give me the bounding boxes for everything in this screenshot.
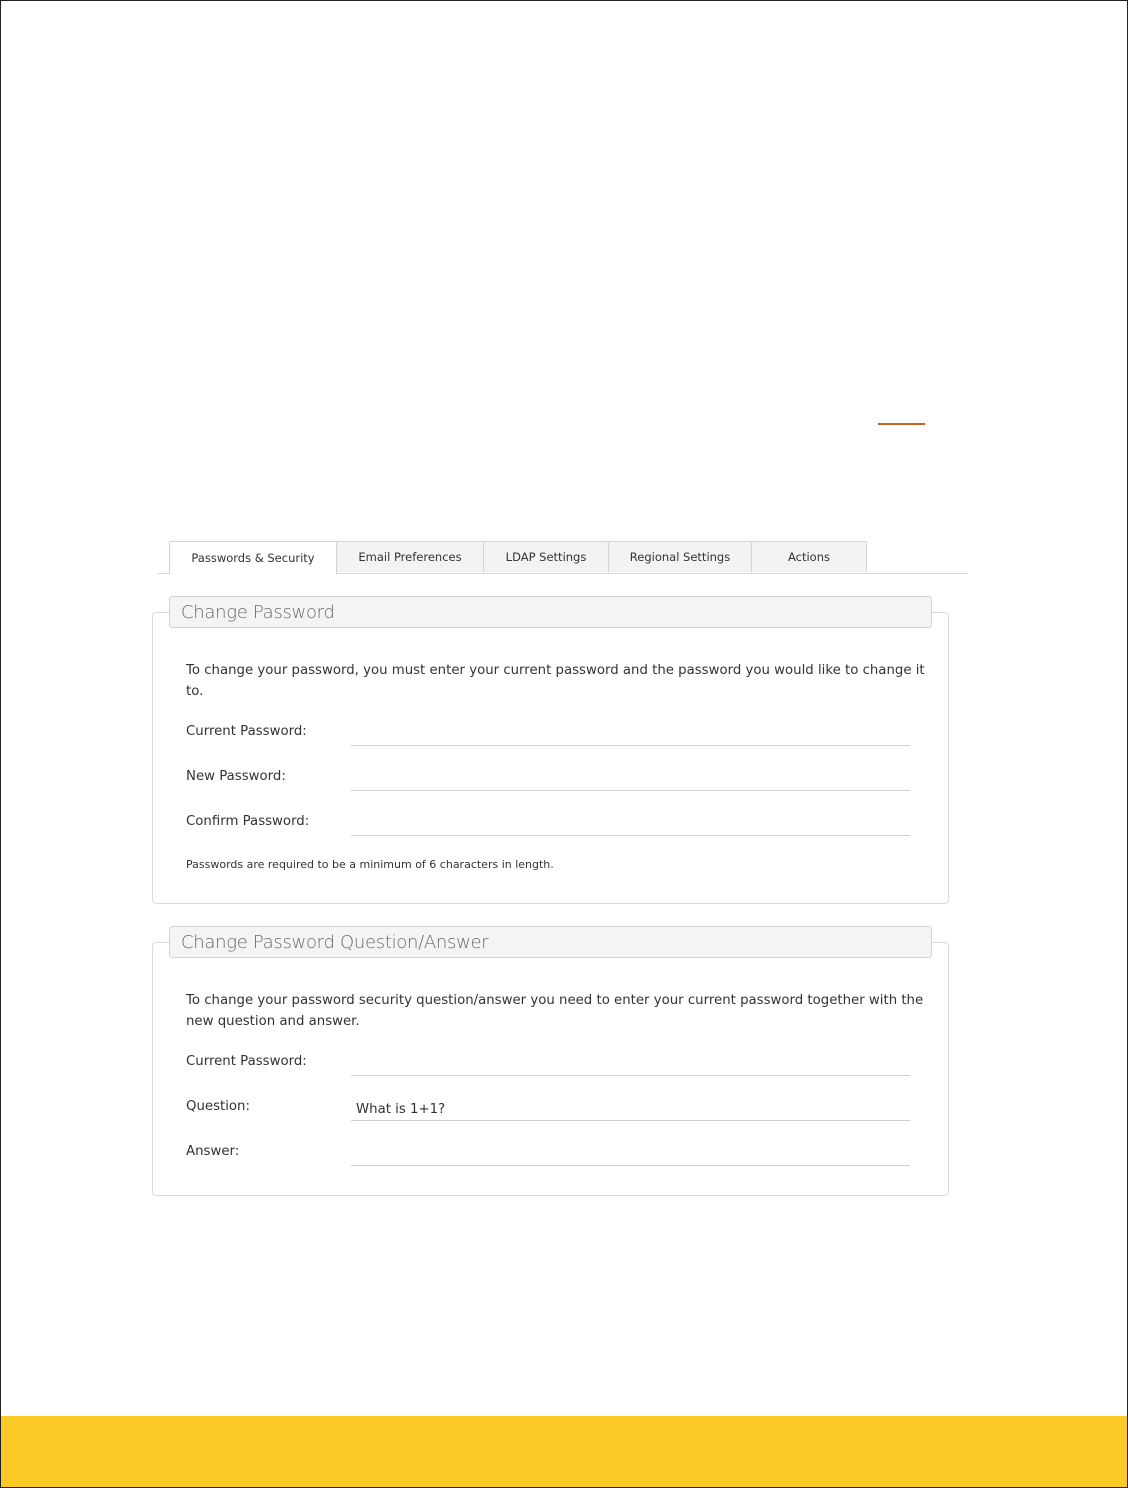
confirm-password-input[interactable] [351, 807, 910, 836]
change-question-panel [152, 931, 949, 1196]
settings-tabs [158, 541, 968, 574]
change-question-intro: To change your password security question/answer you need to enter your current password together with the new question and answer. [186, 993, 924, 1029]
footer-bar [1, 1416, 1127, 1487]
tab-email-preferences[interactable]: Email Preferences [336, 541, 484, 572]
change-password-title: Change Password [169, 596, 932, 628]
current-password-input[interactable] [351, 717, 910, 746]
question-input[interactable] [351, 1092, 910, 1121]
confirm-password-row [186, 807, 910, 837]
answer-label: Answer: [186, 1144, 240, 1159]
new-password-row [186, 762, 910, 792]
question-current-password-row [186, 1047, 910, 1077]
answer-row [186, 1137, 910, 1167]
change-question-title: Change Password Question/Answer [169, 926, 932, 958]
current-password-label: Current Password: [186, 724, 307, 739]
tab-ldap-settings[interactable]: LDAP Settings [483, 541, 609, 572]
new-password-input[interactable] [351, 762, 910, 791]
accent-underline [878, 423, 925, 425]
question-current-password-label: Current Password: [186, 1054, 307, 1069]
question-label: Question: [186, 1099, 250, 1114]
confirm-password-label: Confirm Password: [186, 814, 310, 829]
change-password-panel [152, 601, 949, 904]
current-password-row [186, 717, 910, 747]
tab-passwords-security[interactable]: Passwords & Security [169, 541, 337, 574]
new-password-label: New Password: [186, 769, 286, 784]
tab-regional-settings[interactable]: Regional Settings [608, 541, 752, 572]
question-current-password-input[interactable] [351, 1047, 910, 1076]
question-row [186, 1092, 910, 1122]
change-password-intro: To change your password, you must enter your current password and the password you would like to change it to. [186, 663, 925, 699]
password-length-hint: Passwords are required to be a minimum of 6 characters in length. [186, 858, 554, 871]
tab-actions[interactable]: Actions [751, 541, 867, 572]
answer-input[interactable] [351, 1137, 910, 1166]
